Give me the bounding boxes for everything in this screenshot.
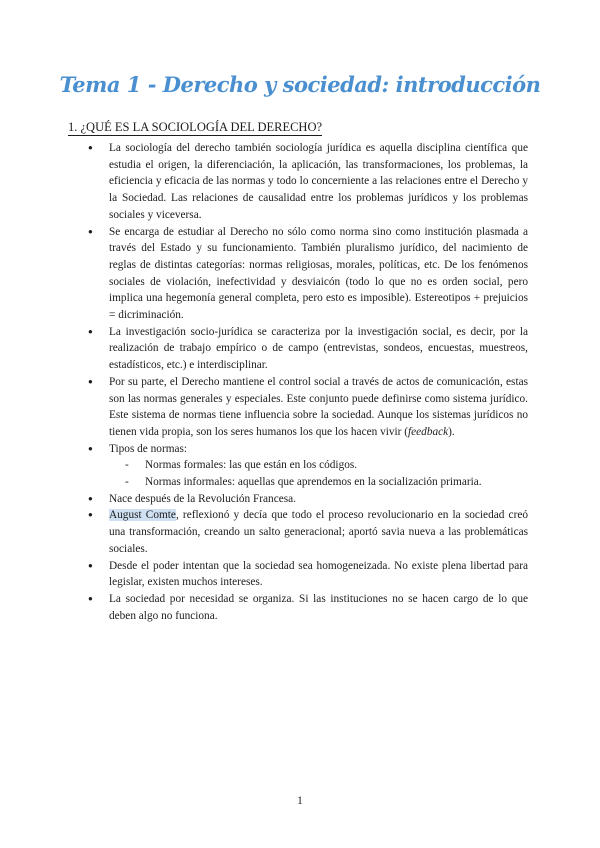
norm-types-label: Tipos de normas: — [109, 442, 188, 455]
section-content — [88, 140, 528, 624]
sub-item-informal: - Normas informales: aquellas que aprendemos en la socialización primaria. — [109, 474, 528, 491]
bullet-text: Por su parte, el Derecho mantiene el control social a través de actos de comunicación, estas son las normas generales y especiales. Este conjunto puede definirse como sistema jurídico. Este sistema de normas tiene influencia sobre la sociedad. Aunque los sistemas jurídicos no tienen vida propia, son los seres humanos los que los hacen vivir ( — [109, 375, 528, 438]
bullet-text: , reflexionó y decía que todo el proceso revolucionario en la sociedad creó una transformación, creando un salto generacional; aportó savia nueva a las problemáticas sociales. — [109, 509, 528, 555]
bullet-item-definition: ● La sociología del derecho también sociología jurídica es aquella disciplina científica que estudia el origen, la diferenciación, la aplicación, las transformaciones, los problemas, la eficiencia y eficacia de las normas y todo lo concerniente a las relaciones entre el Derecho y la Sociedad. Las relaciones de causalidad entre los problemas jurídicos y los problemas sociales y viceversa. — [88, 140, 528, 224]
sub-list — [109, 457, 528, 490]
document-title: Tema 1 - Derecho y sociedad: introducción — [59, 72, 541, 97]
page-number: 1 — [297, 795, 303, 807]
bullet-item-social-control — [88, 374, 528, 441]
bullet-italic-term: feedback — [408, 425, 449, 438]
bullet-text-end: ). — [448, 425, 455, 438]
bullet-item-origin: ● Nace después de la Revolución Francesa. — [88, 491, 528, 508]
highlighted-name: August Comte — [109, 509, 176, 522]
section-heading: 1. ¿QUÉ ES LA SOCIOLOGÍA DEL DERECHO? — [68, 120, 323, 134]
bullet-item-norm-types — [88, 441, 528, 491]
bullet-item-organization: ● La sociedad por necesidad se organiza. Si las instituciones no se hacen cargo de lo que deben algo no funciona. — [88, 591, 528, 624]
sub-item-formal: - Normas formales: las que están en los códigos. — [109, 457, 528, 474]
bullet-item-research: ● La investigación socio-jurídica se caracteriza por la investigación social, es decir, por la realización de trabajo empírico o de campo (entrevistas, sondeos, encuestas, muestreos, estadísticos, etc.) e interdisciplinar. — [88, 324, 528, 374]
bullet-item-study-scope: ● Se encarga de estudiar al Derecho no sólo como norma sino como institución plasmada a través del Estado y su funcionamiento. También pluralismo jurídico, del nacimiento de reglas de distintas categorías: normas religiosas, morales, políticas, etc. De los fenómenos sociales de violación, inefectividad y desviaicón (todo lo que no es orden social, pero implica una hegemonía general completa, pero esto es imposible). Estereotipos + prejuicios = dicriminación. — [88, 224, 528, 324]
bullet-item-comte — [88, 507, 528, 557]
bullet-list — [88, 140, 528, 624]
bullet-item-power: ● Desde el poder intentan que la sociedad sea homogeneizada. No existe plena libertad para legislar, existen muchos intereses. — [88, 558, 528, 591]
